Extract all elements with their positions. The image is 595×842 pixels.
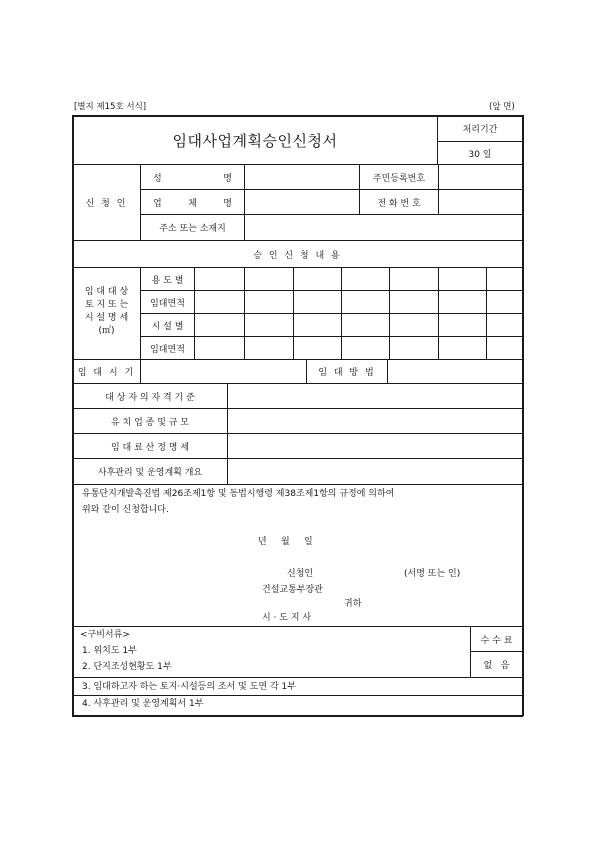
statement-line-1: 유통단지개발촉진법 제26조제1항 및 동법시행령 제38조제1항의 규정에 의하여 bbox=[82, 489, 395, 499]
resident-number-field[interactable] bbox=[439, 165, 522, 189]
lease-target-group-label: 임 대 대 상 토 지 또 는 시 설 명 세 (㎡) bbox=[84, 287, 129, 336]
fee-label: 수 수 료 bbox=[480, 635, 513, 646]
approval-section-header: 승 인 신 청 내 용 bbox=[253, 250, 342, 261]
recipient-minister: 건설교통부장관 bbox=[262, 585, 323, 595]
lease-method-label: 임 대 방 법 bbox=[318, 368, 376, 378]
application-date: 년 월 일 bbox=[258, 537, 313, 547]
signature-note: (서명 또는 인) bbox=[404, 569, 461, 579]
area-label-2: 임대면적 bbox=[150, 344, 185, 355]
management-plan-field[interactable] bbox=[228, 459, 522, 484]
name-field[interactable] bbox=[245, 165, 359, 189]
document-item-3: 3. 임대하고자 하는 토지·시설등의 조서 및 도면 각 1부 bbox=[82, 682, 296, 692]
area-label-1: 임대면적 bbox=[150, 298, 185, 309]
documents-heading: <구비서류> bbox=[80, 630, 130, 640]
address-label: 주소 또는 소재지 bbox=[159, 224, 226, 234]
company-label: 업 체 명 bbox=[153, 198, 232, 209]
recipient-suffix: 귀하 bbox=[344, 599, 362, 609]
phone-label: 전 화 번 호 bbox=[377, 198, 421, 209]
name-label: 성 명 bbox=[153, 173, 232, 184]
business-type-field[interactable] bbox=[228, 409, 522, 433]
qualification-field[interactable] bbox=[228, 384, 522, 408]
facility-label: 시 설 별 bbox=[151, 321, 184, 332]
resident-number-label: 주민등록번호 bbox=[372, 173, 426, 184]
page-side: (앞 면) bbox=[489, 102, 515, 112]
processing-period-label: 처리기간 bbox=[462, 125, 498, 135]
recipient-governor: 시 · 도 지 사 bbox=[262, 613, 312, 623]
rent-calculation-field[interactable] bbox=[228, 434, 522, 458]
lease-period-field[interactable] bbox=[141, 360, 306, 383]
company-field[interactable] bbox=[245, 190, 359, 214]
lease-period-label: 임 대 시 기 bbox=[77, 368, 136, 378]
criteria-row-qualification: 대 상 자 의 자 격 기 준 bbox=[105, 392, 195, 403]
applicant-group-label: 신 청 인 bbox=[85, 199, 128, 209]
lease-method-field[interactable] bbox=[388, 360, 522, 383]
criteria-row-management-plan: 사후관리 및 운영계획 개요 bbox=[97, 468, 203, 478]
document-item-1: 1. 위치도 1부 bbox=[82, 646, 137, 656]
criteria-row-business-type: 유 치 업 종 및 규 모 bbox=[110, 417, 190, 428]
document-item-4: 4. 사후관리 및 운영계획서 1부 bbox=[82, 699, 204, 709]
fee-value: 없 음 bbox=[483, 661, 510, 671]
use-label: 용 도 별 bbox=[151, 275, 184, 286]
phone-field[interactable] bbox=[439, 190, 522, 214]
applicant-signature-label: 신청인 bbox=[287, 569, 314, 579]
statement-line-2: 위와 같이 신청합니다. bbox=[82, 505, 169, 515]
processing-period-value: 30 일 bbox=[468, 149, 492, 160]
form-title: 임대사업계획승인신청서 bbox=[172, 132, 338, 150]
address-field[interactable] bbox=[245, 215, 522, 240]
criteria-row-rent-calculation: 임 대 료 산 정 명 세 bbox=[110, 442, 190, 453]
document-item-2: 2. 단지조성현황도 1부 bbox=[82, 662, 172, 672]
form-number: [별지 제15호 서식] bbox=[74, 102, 147, 112]
